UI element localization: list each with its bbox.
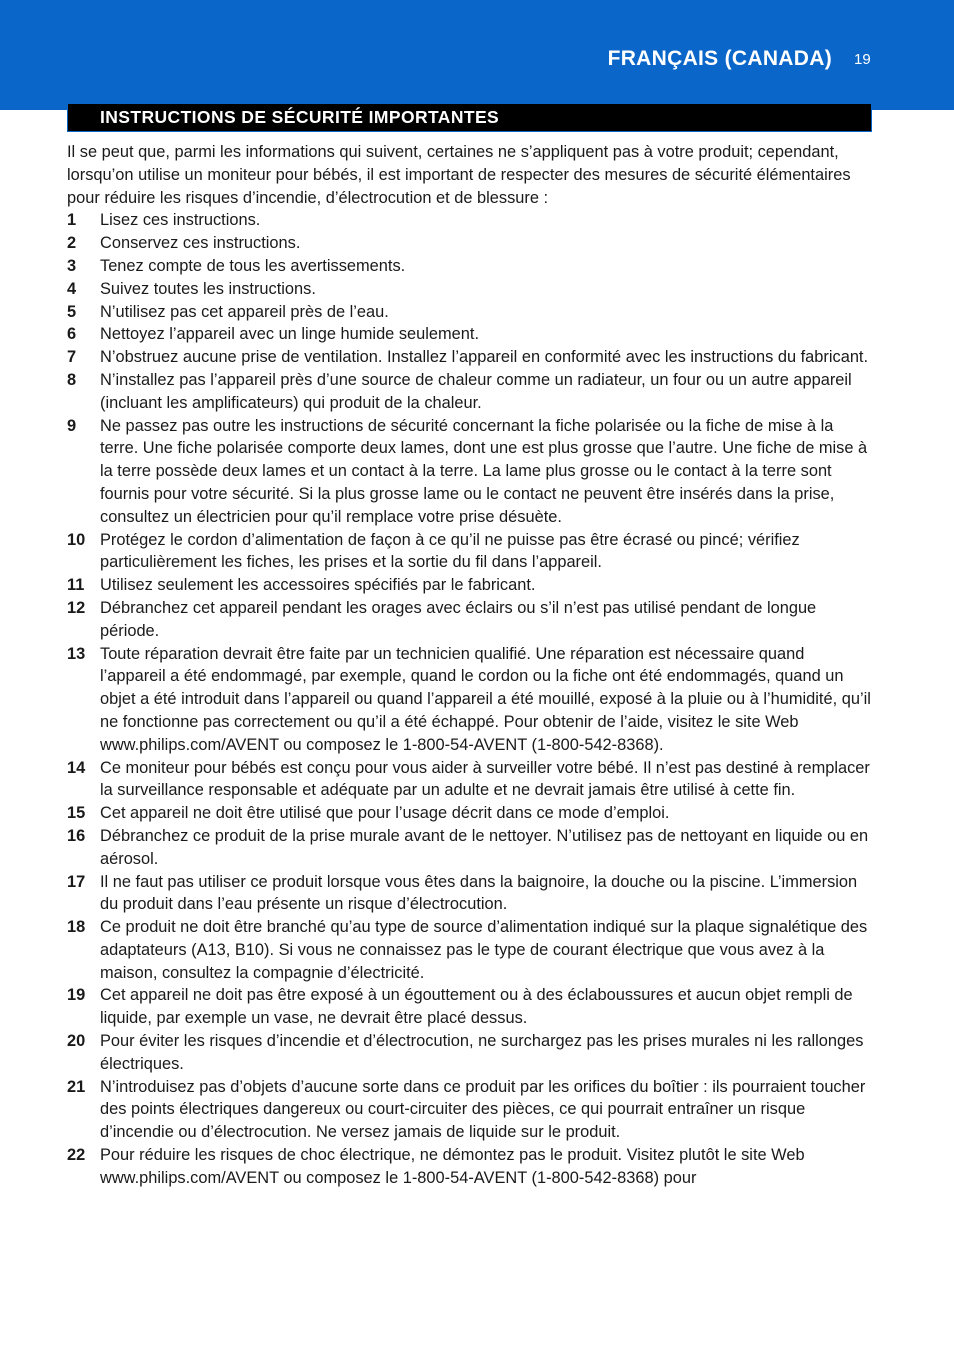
item-text: Débranchez ce produit de la prise murale avant de le nettoyer. N’utilisez pas de nettoyant en liquide ou en aérosol.: [100, 826, 869, 868]
list-item: [67, 574, 873, 597]
list-item: [67, 984, 873, 1030]
list-item: [67, 916, 873, 984]
item-text: Pour éviter les risques d’incendie et d’électrocution, ne surchargez pas les prises murales ni les rallonges électriques.: [100, 1032, 864, 1073]
item-text: Lisez ces instructions.: [100, 211, 261, 230]
list-item: [67, 825, 873, 871]
item-number: 13: [67, 644, 86, 663]
item-text: Ce moniteur pour bébés est conçu pour vous aider à surveiller votre bébé. Il n’est pas destiné à remplacer la surveillance responsable et adéquate par un adulte et ne devrait jamais être utilisé à cette fin.: [100, 758, 870, 800]
item-text: Conservez ces instructions.: [100, 234, 301, 253]
item-text: N’installez pas l’appareil près d’une source de chaleur comme un radiateur, un four ou un autre appareil (incluant les amplificateurs) qui produit de la chaleur.: [100, 370, 852, 412]
list-item: [67, 529, 873, 575]
list-item: [67, 757, 873, 803]
list-item: [67, 415, 873, 529]
list-item: [67, 346, 873, 369]
item-number: 20: [67, 1032, 86, 1051]
item-number: 3: [67, 256, 77, 275]
item-text: Toute réparation devrait être faite par un technicien qualifié. Une réparation est nécessaire quand l’appareil a été endommagé, par exemple, quand le cordon ou la fiche ont été endommagés, quand un objet a été introduit dans l’appareil ou quand l’appareil a été mouillé, exposé à la pluie ou à l’humidité, qu’il ne fonctionne pas correctement ou qu’il a été échappé. Pour obtenir de l’aide, visitez le site Web www.philips.com/AVENT ou composez le 1-800-54-AVENT (1-800-542-8368).: [100, 644, 871, 754]
list-item: [67, 1030, 873, 1076]
item-text: Ce produit ne doit être branché qu’au type de source d’alimentation indiqué sur la plaque signalétique des adaptateurs (A13, B10). Si vous ne connaissez pas le type de courant électrique que vous avez à la maison, consultez la compagnie d’électricité.: [100, 918, 868, 982]
item-number: 15: [67, 804, 86, 823]
item-text: Protégez le cordon d’alimentation de façon à ce qu’il ne puisse pas être écrasé ou pincé; vérifiez particulièrement les fiches, les prises et la sortie du fil dans l’appareil.: [100, 530, 800, 572]
list-item: [67, 278, 873, 301]
header-bar: [0, 0, 954, 110]
item-number: 12: [67, 598, 86, 617]
item-text: Cet appareil ne doit être utilisé que pour l’usage décrit dans ce mode d’emploi.: [100, 804, 670, 823]
item-text: Utilisez seulement les accessoires spécifiés par le fabricant.: [100, 576, 536, 595]
item-text: Pour réduire les risques de choc électrique, ne démontez pas le produit. Visitez plutôt le site Web www.philips.com/AVENT ou composez le 1-800-54-AVENT (1-800-542-8368) pour: [100, 1146, 805, 1187]
item-number: 9: [67, 416, 77, 435]
item-number: 10: [67, 530, 86, 549]
list-item: [67, 323, 873, 346]
item-number: 17: [67, 872, 86, 891]
item-number: 5: [67, 302, 77, 321]
item-text: Suivez toutes les instructions.: [100, 279, 316, 298]
section-title: INSTRUCTIONS DE SÉCURITÉ IMPORTANTES: [100, 107, 500, 127]
item-number: 19: [67, 986, 86, 1005]
list-item: [67, 1144, 873, 1190]
item-number: 8: [67, 370, 77, 389]
list-item: [67, 209, 873, 232]
list-item: [67, 871, 873, 917]
list-item: [67, 255, 873, 278]
section-heading-bar: [67, 103, 872, 132]
intro-paragraph: Il se peut que, parmi les informations qui suivent, certaines ne s’appliquent pas à votre produit; cependant, lorsqu’on utilise un moniteur pour bébés, il est important de respecter des mesures de sécurité élémentaires pour réduire les risques d’incendie, d’électrocution et de blessure :: [67, 143, 851, 207]
item-number: 6: [67, 325, 77, 344]
item-text: N’introduisez pas d’objets d’aucune sorte dans ce produit par les orifices du boîtier : ils pourraient toucher des points électriques dangereux ou court-circuiter des pièces, ce qui pourrait entraîner un risque d’incendie ou d’électrocution. Ne versez jamais de liquide sur le produit.: [100, 1077, 866, 1142]
language-heading: FRANÇAIS (CANADA): [607, 47, 832, 70]
list-item: [67, 597, 873, 643]
item-number: 16: [67, 826, 86, 845]
item-text: Il ne faut pas utiliser ce produit lorsque vous êtes dans la baignoire, la douche ou la piscine. L’immersion du produit dans l’eau présente un risque d’électrocution.: [100, 872, 858, 914]
item-number: 18: [67, 918, 86, 937]
item-number: 11: [67, 576, 85, 595]
page-number: 19: [854, 51, 871, 68]
list-item: [67, 643, 873, 757]
list-item: [67, 802, 873, 825]
item-text: Débranchez cet appareil pendant les orages avec éclairs ou s’il n’est pas utilisé pendant de longue période.: [100, 598, 817, 640]
item-number: 14: [67, 758, 86, 777]
item-text: N’obstruez aucune prise de ventilation. Installez l’appareil en conformité avec les instructions du fabricant.: [100, 348, 869, 367]
item-number: 4: [67, 279, 77, 298]
item-text: Nettoyez l’appareil avec un linge humide seulement.: [100, 325, 480, 344]
item-text: Ne passez pas outre les instructions de sécurité concernant la fiche polarisée ou la fiche de mise à la terre. Une fiche polarisée comporte deux lames, dont une est plus grosse que l’autre. Une fiche de mise à la terre possède deux lames et un contact à la terre. La lame plus grosse ou le contact à la terre sont fournis pour votre sécurité. Si la plus grosse lame ou le contact ne peuvent être insérés dans la prise, consultez un électricien pour qu’il remplace votre prise désuète.: [100, 416, 868, 526]
item-number: 2: [67, 234, 77, 253]
item-text: N’utilisez pas cet appareil près de l’eau.: [100, 302, 389, 321]
list-item: [67, 301, 873, 324]
item-number: 1: [67, 211, 77, 230]
document-body: [67, 141, 873, 1190]
item-number: 21: [67, 1077, 86, 1096]
item-text: Tenez compte de tous les avertissements.: [100, 256, 406, 275]
list-item: [67, 369, 873, 415]
item-number: 22: [67, 1146, 86, 1165]
list-item: [67, 232, 873, 255]
item-text: Cet appareil ne doit pas être exposé à un égouttement ou à des éclaboussures et aucun objet rempli de liquide, par exemple un vase, ne devrait être placé dessus.: [100, 986, 853, 1028]
list-item: [67, 1076, 873, 1144]
item-number: 7: [67, 348, 77, 367]
instruction-list: [67, 209, 873, 1189]
